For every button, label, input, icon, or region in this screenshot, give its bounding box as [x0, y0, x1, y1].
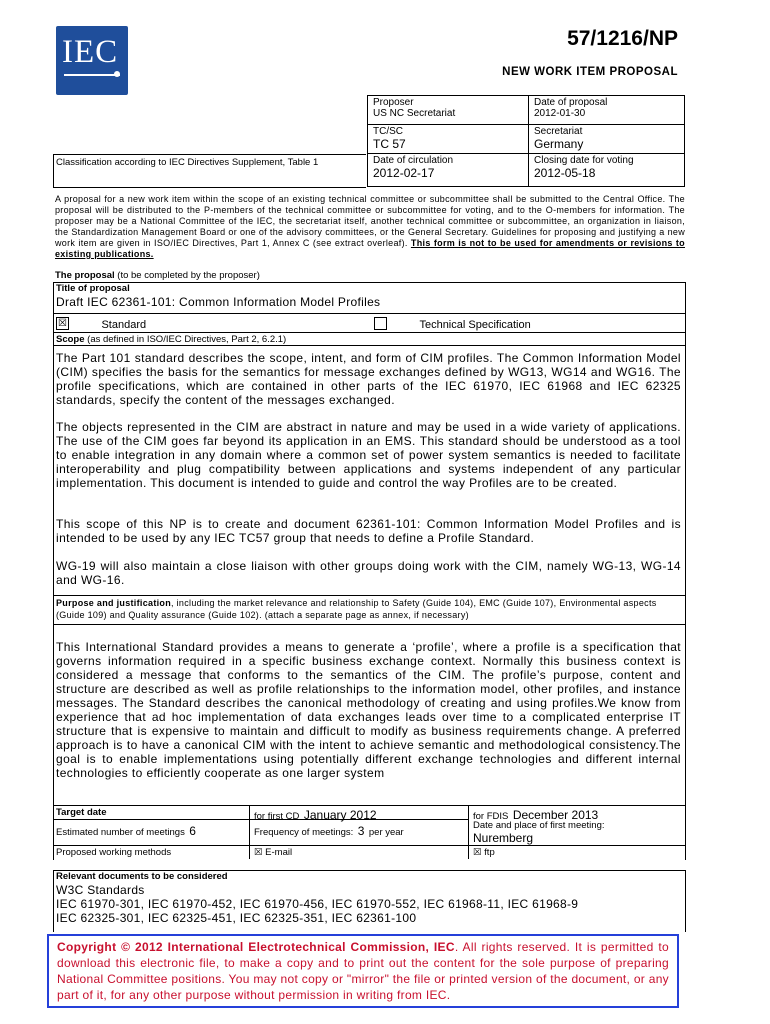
scope-para-1: The Part 101 standard describes the scope, intent, and form of CIM profiles. The Common Information Model (CIM) specifies the basis for the semantics for message exchanges defined by WG13, WG14 and WG16. The profile specifications, which are contained in other parts of the IEC 61970, IEC 61968 and IEC 62325 standards, specify the content of the messages exchanged.: [56, 351, 681, 407]
ftp-checkbox[interactable]: ☒: [473, 847, 482, 858]
title-value: Draft IEC 62361-101: Common Information Model Profiles: [56, 295, 381, 309]
intro-text: [55, 194, 685, 260]
relevant-line: W3C Standards: [56, 883, 145, 897]
iec-logo: [56, 26, 128, 95]
relevant-label: Relevant documents to be considered: [56, 871, 228, 882]
first-meeting: Date and place of first meeting: Nuremberg: [473, 820, 605, 845]
secretariat-label: Secretariat: [534, 126, 583, 137]
circulation-value: 2012-02-17: [373, 166, 435, 180]
proposal-heading-note: (to be completed by the proposer): [117, 270, 260, 281]
closing-label: Closing date for voting: [534, 155, 634, 166]
intro-body: A proposal for a new work item within the scope of an existing technical committee or subcommittee shall be submitted to the Central Office. The proposal will be distributed to the P-members of the technical committee or subcommittee for voting, and to the O-members for information. The proposer may be a National Committee of the IEC, the secretariat itself, another technical committee or subcommittee, an organization in liaison, the Standardization Management Board or one of the advisory committees, or the General Secretary. Guidelines for proposing and justifying a new work item are given in ISO/IEC Directives, Part 1, Annex C (see extract overleaf).: [55, 194, 685, 248]
copyright-notice: [47, 934, 679, 1008]
date-proposal-label: Date of proposal: [534, 97, 608, 108]
scope-para-4: WG-19 will also maintain a close liaison with other groups doing work with the CIM, namely WG-13, WG-14 and WG-16.: [56, 559, 681, 587]
standard-label: Standard: [101, 319, 147, 331]
classification-box: Classification according to IEC Directives Supplement, Table 1: [53, 154, 366, 188]
date-proposal-value: 2012-01-30: [534, 108, 586, 119]
scope-heading: Scope (as defined in ISO/IEC Directives, Part 2, 6.2.1): [56, 334, 287, 345]
document-number: 57/1216/NP: [567, 27, 678, 50]
logo-dot: [114, 71, 120, 77]
copyright-body: . All rights reserved. It is permitted to download this electronic file, to make a copy and to print out the content for the sole purpose of preparing National Committee positions. You may not copy or "mirror" the file or printed version of the document, or any part of it, for any other purpose without permission in writing from IEC.: [57, 940, 669, 1002]
methods-label: Proposed working methods: [56, 847, 172, 858]
document-type: NEW WORK ITEM PROPOSAL: [502, 66, 678, 78]
relevant-line: IEC 62325-301, IEC 62325-451, IEC 62325-351, IEC 62361-100: [56, 911, 417, 925]
standard-option[interactable]: [56, 315, 146, 333]
fdis-date: for FDIS December 2013: [473, 808, 599, 822]
copyright-bold: Copyright © 2012 International Electrotechnical Commission, IEC: [57, 940, 455, 954]
relevant-line: IEC 61970-301, IEC 61970-452, IEC 61970-456, IEC 61970-552, IEC 61968-11, IEC 61968-9: [56, 897, 579, 911]
closing-value: 2012-05-18: [534, 166, 596, 180]
ts-option[interactable]: [374, 315, 531, 333]
meetings-frequency: Frequency of meetings: 3 per year: [254, 824, 404, 838]
standard-checkbox[interactable]: ☒: [56, 317, 69, 330]
proposer-label: Proposer: [373, 97, 414, 108]
proposer-value: US NC Secretariat: [373, 108, 456, 119]
email-method[interactable]: [254, 847, 292, 858]
ftp-method[interactable]: [473, 847, 495, 858]
tc-label: TC/SC: [373, 126, 403, 137]
target-label: Target date: [56, 807, 107, 818]
scope-para-3: This scope of this NP is to create and document 62361-101: Common Information Model Profiles and is intended to be used by any IEC TC57 group that needs to define a Profile Standard.: [56, 517, 681, 545]
tc-value: TC 57: [373, 137, 406, 151]
email-label: E-mail: [265, 847, 293, 858]
purpose-text: This International Standard provides a means to generate a ‘profile’, where a profile is a specification that governs information required in a specific business exchange context. Normally this business context is considered a message that conforms to the semantics of the CIM. The profile’s purpose, content and structure are described as well as profile relationships to the information model, other profiles, and instance messages. The Standard describes the canonical methodology of creating and using profiles.We know from experience that ad hoc implementation of data exchanges leads over time to a complicated enterprise IT structure that is expensive to maintain and difficult to modify as business requirements change. A preferred approach is to have a canonical CIM with the intent to achieve semantic and methodological consistency.The goal is to enable implementations using potentially different exchange technologies and different internal technologies to efficiently cooperate as one larger system: [56, 640, 681, 780]
cd-date: for first CD January 2012: [254, 808, 377, 822]
purpose-heading: Purpose and justification, including the market relevance and relationship to Safety (Guide 104), EMC (Guide 107), Environmental aspects (Guide 109) and Quality assurance (Guide 102). (attach a separate page as annex, if necessary): [56, 598, 657, 620]
circulation-label: Date of circulation: [373, 155, 454, 166]
intro-warning: This form is not to be used for amendments or revisions to existing publications.: [55, 238, 685, 259]
meetings-count: Estimated number of meetings 6: [56, 824, 196, 838]
logo-line: [64, 74, 120, 76]
ftp-label: ftp: [484, 847, 495, 858]
secretariat-value: Germany: [534, 137, 584, 151]
proposal-heading-label: The proposal: [55, 270, 115, 281]
ts-label: Technical Specification: [419, 319, 531, 331]
email-checkbox[interactable]: ☒: [254, 847, 263, 858]
ts-checkbox[interactable]: [374, 317, 387, 330]
title-label: Title of proposal: [56, 283, 130, 294]
scope-para-2: The objects represented in the CIM are abstract in nature and may be used in a wide variety of applications. The use of the CIM goes far beyond its application in an EMS. This standard should be understood as a tool to enable integration in any domain where a common set of power system semantics is needed to facilitate interoperability and plug compatibility between applications and systems independent of any particular implementation. This document is intended to guide and control the way Profiles are to be created.: [56, 420, 681, 490]
relevant-docs: [56, 883, 578, 925]
logo-text: IEC: [62, 34, 119, 70]
proposal-heading: [55, 270, 260, 281]
proposal-info-table: [367, 95, 685, 187]
